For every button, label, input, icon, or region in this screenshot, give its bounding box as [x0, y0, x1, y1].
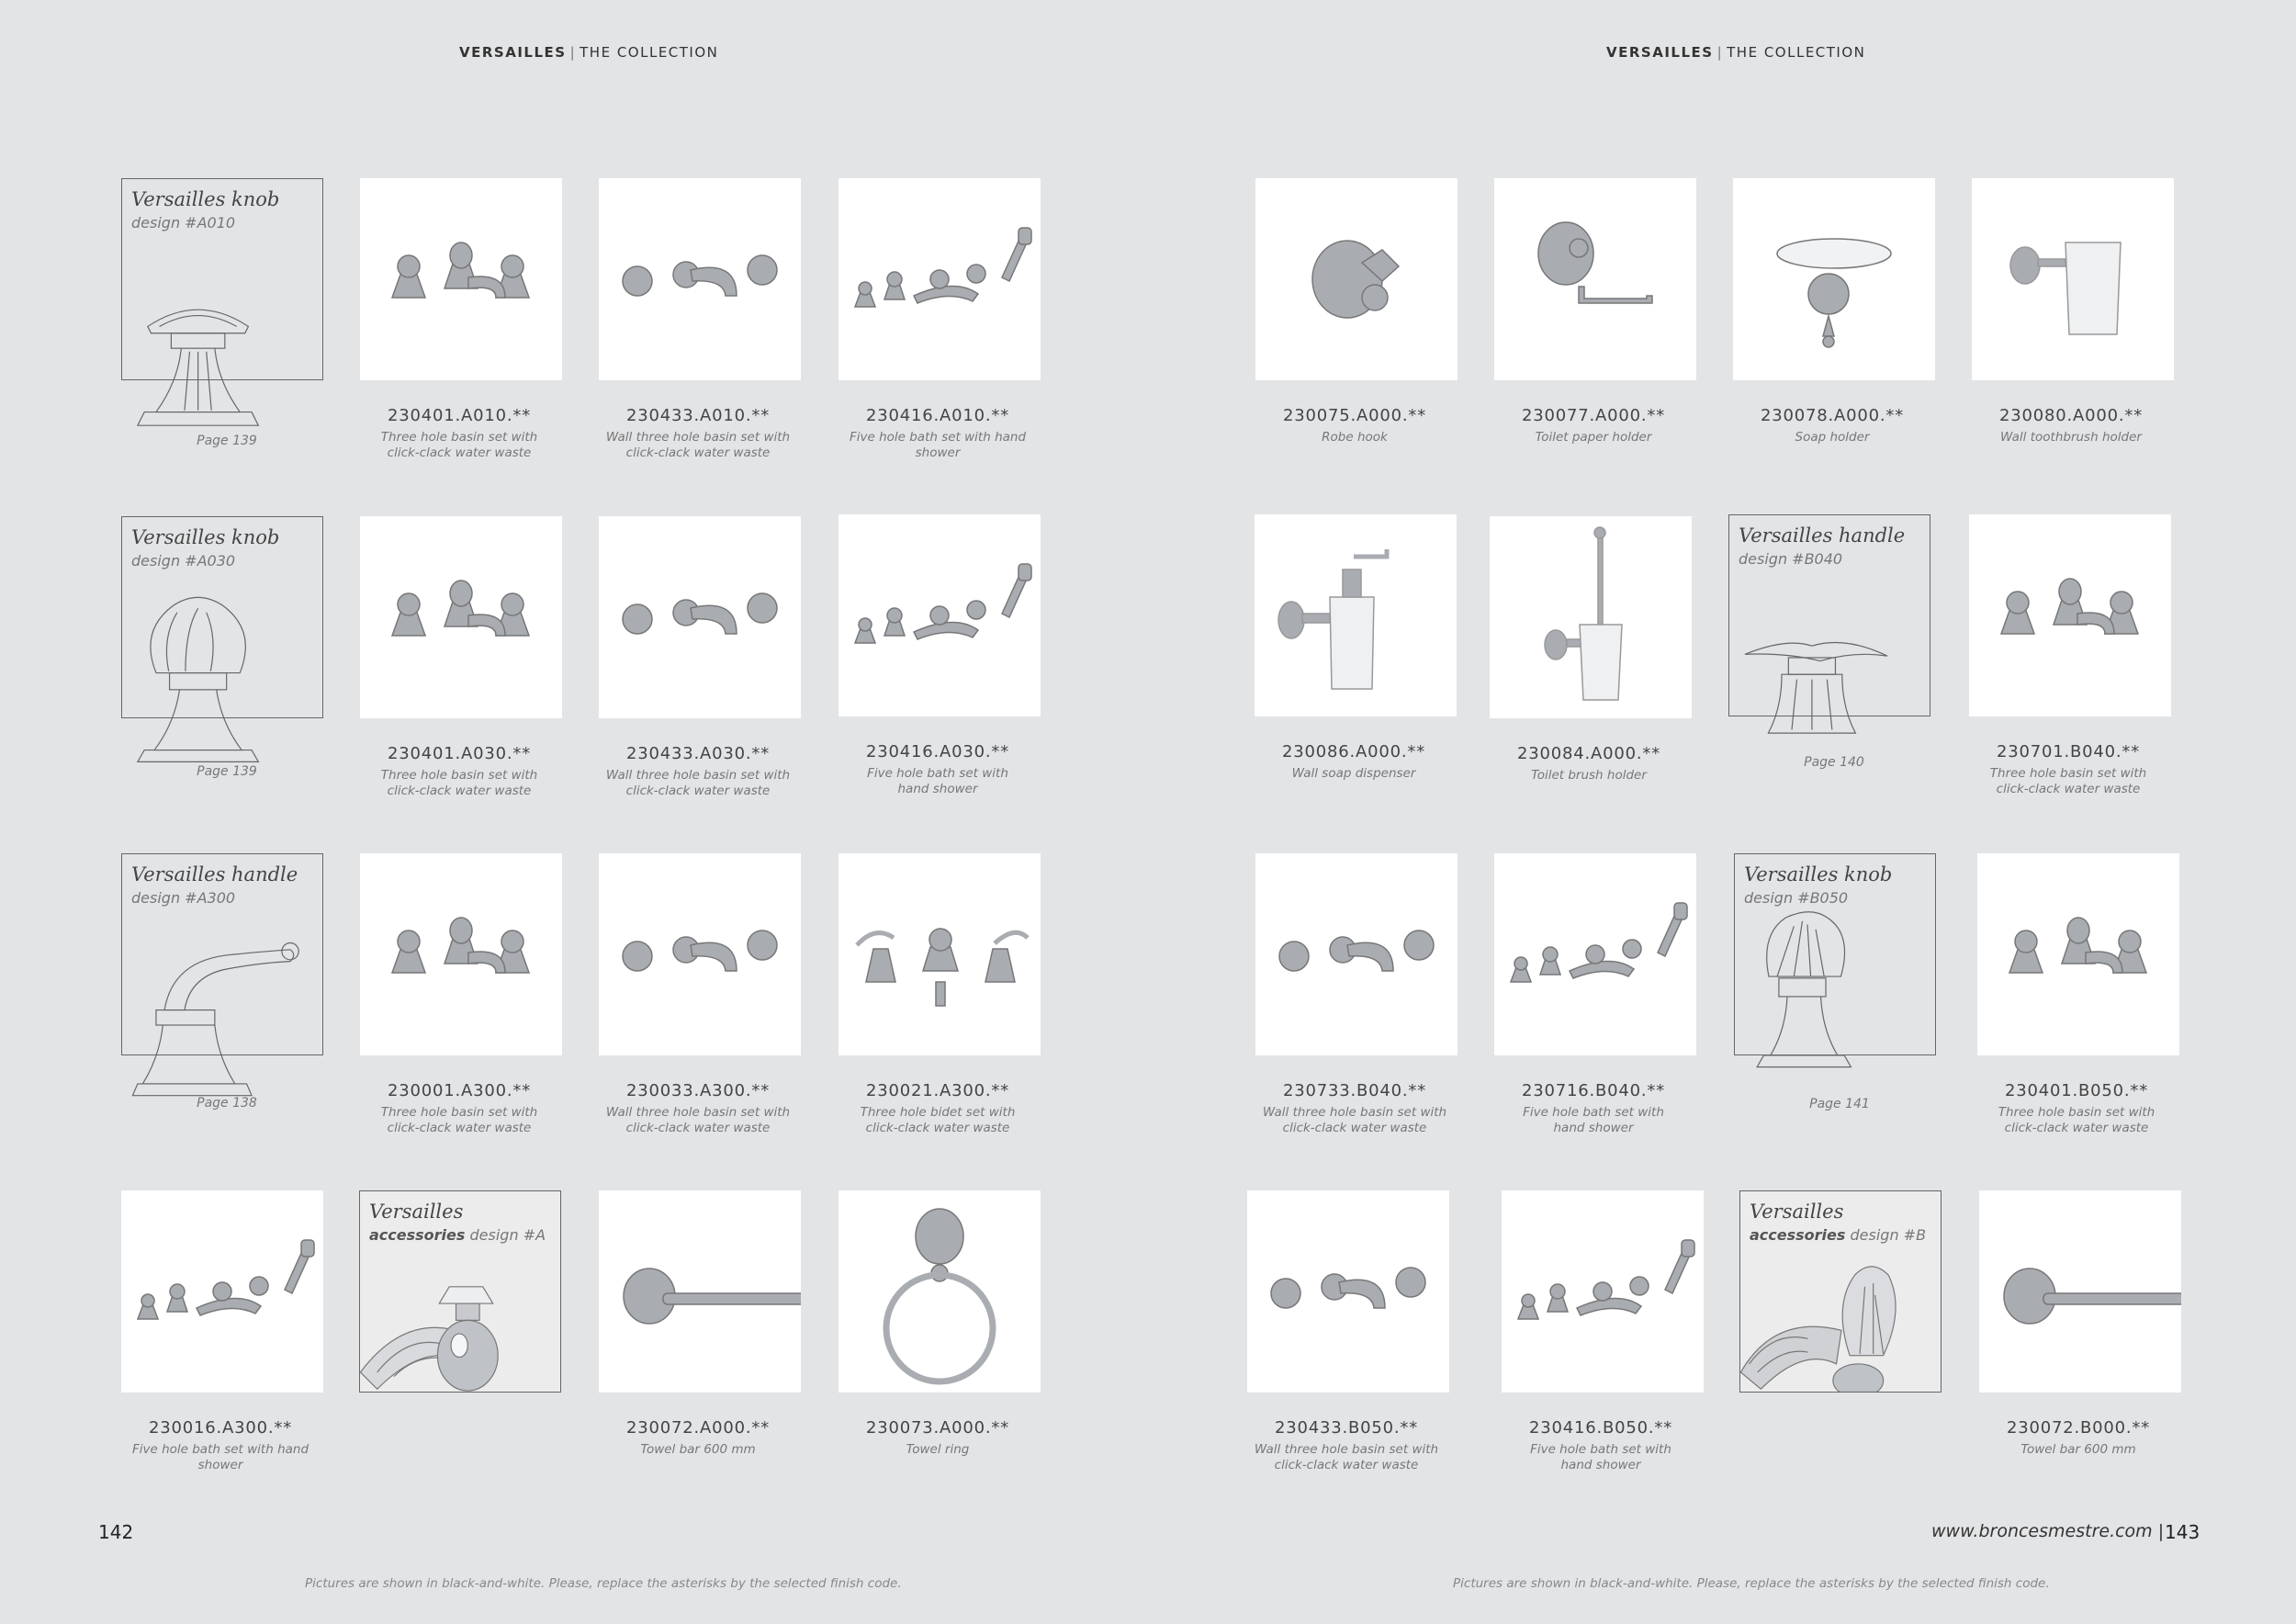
product-image[interactable] [838, 1190, 1041, 1393]
product-card[interactable] [1488, 178, 1699, 481]
bath-set-icon [1494, 853, 1696, 1055]
design-title: Versailles handle [131, 863, 298, 885]
product-card[interactable] [1971, 853, 2182, 1156]
product-description-line: Three hole basin set with [380, 1105, 538, 1120]
product-description-line: Towel bar 600 mm [640, 1442, 756, 1457]
accessory-closeup-icon [1740, 1246, 1941, 1393]
design-card-b040[interactable] [1728, 514, 1940, 818]
product-description-line: Three hole bidet set with [860, 1105, 1016, 1120]
soap-holder-icon [1733, 178, 1935, 380]
product-image[interactable] [1255, 514, 1457, 716]
product-card[interactable] [354, 516, 565, 819]
product-description [592, 768, 804, 799]
soap-dispenser-icon [1255, 514, 1457, 716]
design-code: design #B050 [1744, 889, 1849, 907]
right-running-header: VERSAILLES | THE COLLECTION [1606, 44, 1866, 61]
footnote-left: Pictures are shown in black-and-white. Please, replace the asterisks by the selected finish code. [305, 1576, 902, 1591]
towel-ring-icon [838, 1190, 1041, 1393]
page-number-right: 143 [2165, 1521, 2200, 1543]
product-description-line: click-clack water waste [2004, 1121, 2149, 1135]
product-image[interactable] [838, 514, 1041, 716]
product-description [832, 1442, 1043, 1458]
product-image[interactable] [1255, 178, 1458, 380]
product-card[interactable] [1248, 514, 1459, 818]
product-code: 230433.B050.** [1274, 1418, 1419, 1438]
product-description-line: Five hole bath set with hand shower [131, 1442, 310, 1472]
product-code: 230073.A000.** [865, 1418, 1010, 1438]
product-card[interactable] [1727, 178, 1938, 481]
product-description-line: Wall soap dispenser [1291, 766, 1416, 781]
design-card-b050[interactable] [1734, 853, 1945, 1156]
design-code: design #A300 [131, 889, 236, 907]
product-description [115, 1442, 326, 1473]
product-description [832, 1105, 1043, 1136]
product-description [354, 1105, 565, 1136]
product-description [1483, 768, 1694, 784]
product-image[interactable] [121, 1190, 323, 1393]
product-description-line: hand shower [1560, 1458, 1641, 1472]
page-reference: Page 138 [197, 1096, 257, 1111]
product-code: 230733.B040.** [1282, 1081, 1427, 1100]
knob-drawing-icon [122, 572, 324, 765]
robe-hook-icon [1255, 178, 1458, 380]
product-card[interactable] [115, 1190, 326, 1494]
product-image[interactable] [1733, 178, 1935, 380]
product-description-line: click-clack water waste [865, 1121, 1010, 1135]
product-image[interactable] [599, 1190, 801, 1393]
toilet-brush-holder-icon [1490, 516, 1692, 718]
product-code: 230078.A000.** [1760, 406, 1905, 425]
product-description-line: Three hole basin set with [1989, 766, 2147, 781]
design-title: Versailles knob [1744, 863, 1893, 885]
product-description [1488, 430, 1699, 445]
lever-handle-drawing-icon [122, 909, 324, 1102]
product-description-line: Towel ring [906, 1442, 970, 1457]
design-code: accessories design #B [1750, 1226, 1927, 1244]
bath-set-icon [838, 178, 1041, 380]
basin-set-icon [360, 853, 562, 1055]
page-number-left: 142 [98, 1521, 134, 1543]
product-card[interactable] [1488, 853, 1699, 1156]
product-card[interactable] [1483, 516, 1694, 819]
product-card[interactable] [832, 178, 1043, 481]
crystal-knob-drawing-icon [1735, 909, 1937, 1102]
product-description [832, 766, 1043, 797]
product-image[interactable] [838, 178, 1041, 380]
design-title: Versailles knob [131, 188, 280, 210]
product-code: 230416.B050.** [1528, 1418, 1673, 1438]
product-description [592, 1442, 804, 1458]
toilet-paper-holder-icon [1494, 178, 1696, 380]
design-title: Versailles handle [1739, 524, 1906, 547]
product-code: 230077.A000.** [1521, 406, 1666, 425]
product-card[interactable] [1249, 853, 1460, 1156]
product-card[interactable] [592, 178, 804, 481]
page-reference: Page 139 [197, 434, 257, 448]
product-card[interactable] [1249, 178, 1460, 481]
product-description-line: click-clack water waste [387, 784, 532, 798]
product-description-line: Three hole basin set with [380, 768, 538, 783]
product-card[interactable] [592, 516, 804, 819]
design-card-a030[interactable] [121, 516, 332, 819]
product-description-line: Wall three hole basin set with [1254, 1442, 1439, 1457]
product-description [354, 768, 565, 799]
product-description-line: Toilet brush holder [1531, 768, 1647, 783]
product-description [592, 1105, 804, 1136]
product-description [1973, 1442, 2184, 1458]
product-code: 230072.B000.** [2006, 1418, 2151, 1438]
product-description-line: Three hole basin set with [380, 430, 538, 445]
product-card[interactable] [832, 514, 1043, 818]
product-image[interactable] [360, 853, 562, 1055]
product-card[interactable] [1495, 1190, 1706, 1494]
product-image[interactable] [1502, 1190, 1704, 1393]
product-image[interactable] [360, 516, 562, 718]
knob-drawing-icon [122, 234, 324, 427]
design-title: Versailles knob [131, 526, 280, 548]
product-description-line: Wall toothbrush holder [2000, 430, 2142, 445]
design-card-accessories-a[interactable] [359, 1190, 570, 1494]
product-image[interactable] [1979, 1190, 2181, 1393]
product-code: 230416.A010.** [865, 406, 1010, 425]
product-description [1249, 430, 1460, 445]
product-image[interactable] [1494, 853, 1696, 1055]
product-description-line: Wall three hole basin set with [605, 430, 791, 445]
product-code: 230716.B040.** [1521, 1081, 1666, 1100]
product-card[interactable] [592, 1190, 804, 1494]
product-description [832, 430, 1043, 461]
product-description [354, 430, 565, 461]
product-card[interactable] [354, 853, 565, 1156]
product-image[interactable] [1972, 178, 2174, 380]
product-description-line: Wall three hole basin set with [605, 768, 791, 783]
product-description-line: Five hole bath set with [1530, 1442, 1671, 1457]
product-description-line: click-clack water waste [625, 445, 771, 460]
basin-set-icon [360, 178, 562, 380]
product-code: 230433.A030.** [625, 744, 771, 763]
design-card-a300[interactable] [121, 853, 332, 1156]
design-card-accessories-b[interactable] [1739, 1190, 1951, 1494]
basin-set-icon [1969, 514, 2171, 716]
product-description-line: Wall three hole basin set with [605, 1105, 791, 1120]
product-image[interactable] [1255, 853, 1458, 1055]
product-code: 230086.A000.** [1281, 742, 1426, 761]
product-code: 230021.A300.** [865, 1081, 1010, 1100]
bath-set-icon [838, 514, 1041, 716]
product-description-line: Five hole bath set with hand shower [849, 430, 1027, 460]
product-description-line: click-clack water waste [1996, 782, 2141, 796]
product-card[interactable] [832, 1190, 1043, 1494]
product-card[interactable] [1965, 178, 2177, 481]
page-reference: Page 140 [1804, 755, 1864, 770]
product-image[interactable] [838, 853, 1041, 1055]
product-description-line: click-clack water waste [387, 1121, 532, 1135]
towel-bar-icon [599, 1190, 801, 1393]
basin-set-icon [1977, 853, 2179, 1055]
product-description-line: Towel bar 600 mm [2020, 1442, 2136, 1457]
product-code: 230016.A300.** [148, 1418, 293, 1438]
product-description [1727, 430, 1938, 445]
product-description-line: Five hole bath set with [1523, 1105, 1664, 1120]
product-description [1495, 1442, 1706, 1473]
design-code: design #A030 [131, 552, 236, 570]
product-description-line: Wall three hole basin set with [1262, 1105, 1447, 1120]
product-description [1248, 766, 1459, 782]
product-description-line: click-clack water waste [625, 1121, 771, 1135]
basin-set-icon [360, 516, 562, 718]
product-card[interactable] [592, 853, 804, 1156]
product-code: 230001.A300.** [387, 1081, 532, 1100]
design-card-a010[interactable] [121, 178, 332, 481]
design-code: accessories design #A [369, 1226, 546, 1244]
product-image[interactable] [360, 178, 562, 380]
design-code: design #A010 [131, 214, 236, 231]
design-code: design #B040 [1739, 550, 1843, 568]
product-description-line: click-clack water waste [1274, 1458, 1419, 1472]
product-description-line: click-clack water waste [387, 445, 532, 460]
product-description-line: hand shower [1553, 1121, 1634, 1135]
product-code: 230433.A010.** [625, 406, 771, 425]
wall-basin-set-icon [599, 516, 801, 718]
product-description-line: Three hole basin set with [1998, 1105, 2155, 1120]
product-description [1488, 1105, 1699, 1136]
product-description [1249, 1105, 1460, 1136]
product-description-line: Five hole bath set with [867, 766, 1008, 781]
website-link[interactable]: www.broncesmestre.com | [1931, 1521, 2165, 1541]
product-description-line: Toilet paper holder [1535, 430, 1652, 445]
product-description [1963, 766, 2174, 797]
product-image[interactable] [599, 516, 801, 718]
accessory-closeup-icon [360, 1246, 561, 1393]
product-code: 230033.A300.** [625, 1081, 771, 1100]
bidet-set-icon [838, 853, 1041, 1055]
product-code: 230401.A030.** [387, 744, 532, 763]
towel-bar-icon [1979, 1190, 2181, 1393]
product-description [1241, 1442, 1452, 1473]
product-card[interactable] [354, 178, 565, 481]
product-description-line: hand shower [897, 782, 978, 796]
product-description [592, 430, 804, 461]
product-code: 230084.A000.** [1516, 744, 1661, 763]
product-code: 230401.B050.** [2004, 1081, 2149, 1100]
wall-basin-set-icon [1255, 853, 1458, 1055]
footnote-right: Pictures are shown in black-and-white. Please, replace the asterisks by the selected finish code. [1453, 1576, 2050, 1591]
product-image[interactable] [1977, 853, 2179, 1055]
product-description-line: click-clack water waste [1282, 1121, 1427, 1135]
product-code: 230080.A000.** [1998, 406, 2144, 425]
product-image[interactable] [1490, 516, 1692, 718]
product-description [1965, 430, 2177, 445]
product-code: 230075.A000.** [1282, 406, 1427, 425]
toothbrush-holder-icon [1972, 178, 2174, 380]
left-running-header: VERSAILLES | THE COLLECTION [459, 44, 719, 61]
product-description-line: Robe hook [1322, 430, 1388, 445]
cross-handle-drawing-icon [1729, 570, 1931, 763]
product-image[interactable] [1247, 1190, 1449, 1393]
page-reference: Page 141 [1809, 1097, 1870, 1111]
bath-set-icon [1502, 1190, 1704, 1393]
product-code: 230416.A030.** [865, 742, 1010, 761]
product-description-line: Soap holder [1795, 430, 1870, 445]
product-card[interactable] [1973, 1190, 2184, 1494]
product-image[interactable] [599, 853, 801, 1055]
product-card[interactable] [832, 853, 1043, 1156]
product-image[interactable] [599, 178, 801, 380]
product-card[interactable] [1241, 1190, 1452, 1494]
product-image[interactable] [1969, 514, 2171, 716]
wall-basin-set-icon [599, 853, 801, 1055]
wall-basin-set-icon [599, 178, 801, 380]
product-description-line: click-clack water waste [625, 784, 771, 798]
product-description [1971, 1105, 2182, 1136]
wall-basin-set-icon [1247, 1190, 1449, 1393]
design-title: Versailles [369, 1201, 464, 1223]
product-code: 230701.B040.** [1996, 742, 2141, 761]
product-card[interactable] [1963, 514, 2174, 818]
product-code: 230072.A000.** [625, 1418, 771, 1438]
product-code: 230401.A010.** [387, 406, 532, 425]
design-title: Versailles [1750, 1201, 1844, 1223]
bath-set-icon [121, 1190, 323, 1393]
page-reference: Page 139 [197, 764, 257, 779]
product-image[interactable] [1494, 178, 1696, 380]
